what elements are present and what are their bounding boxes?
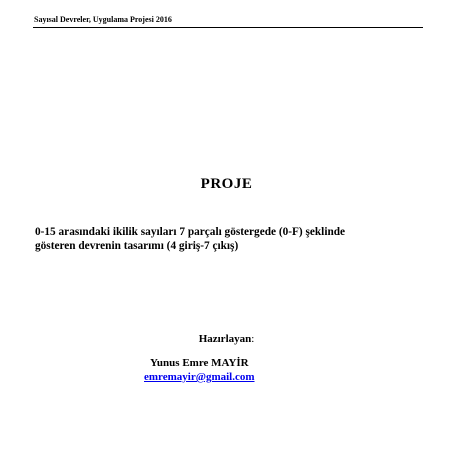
prepared-by-label [0,333,453,345]
author-email-link[interactable]: emremayir@gmail.com [144,371,255,383]
description-line-1: 0-15 arasındaki ikilik sayıları 7 parçalı göstergede (0-F) şeklinde [35,226,346,238]
project-description [35,225,430,253]
author-name: Yunus Emre MAYİR [150,357,249,369]
prepared-by-text: Hazırlayan [198,333,252,345]
running-header: Sayısal Devreler, Uygulama Projesi 2016 [34,15,172,24]
description-line-2: gösteren devrenin tasarımı (4 giriş-7 çıkış) [35,240,239,252]
document-title: PROJE [200,176,253,192]
prepared-by-colon: : [251,333,255,345]
header-divider [33,27,423,28]
